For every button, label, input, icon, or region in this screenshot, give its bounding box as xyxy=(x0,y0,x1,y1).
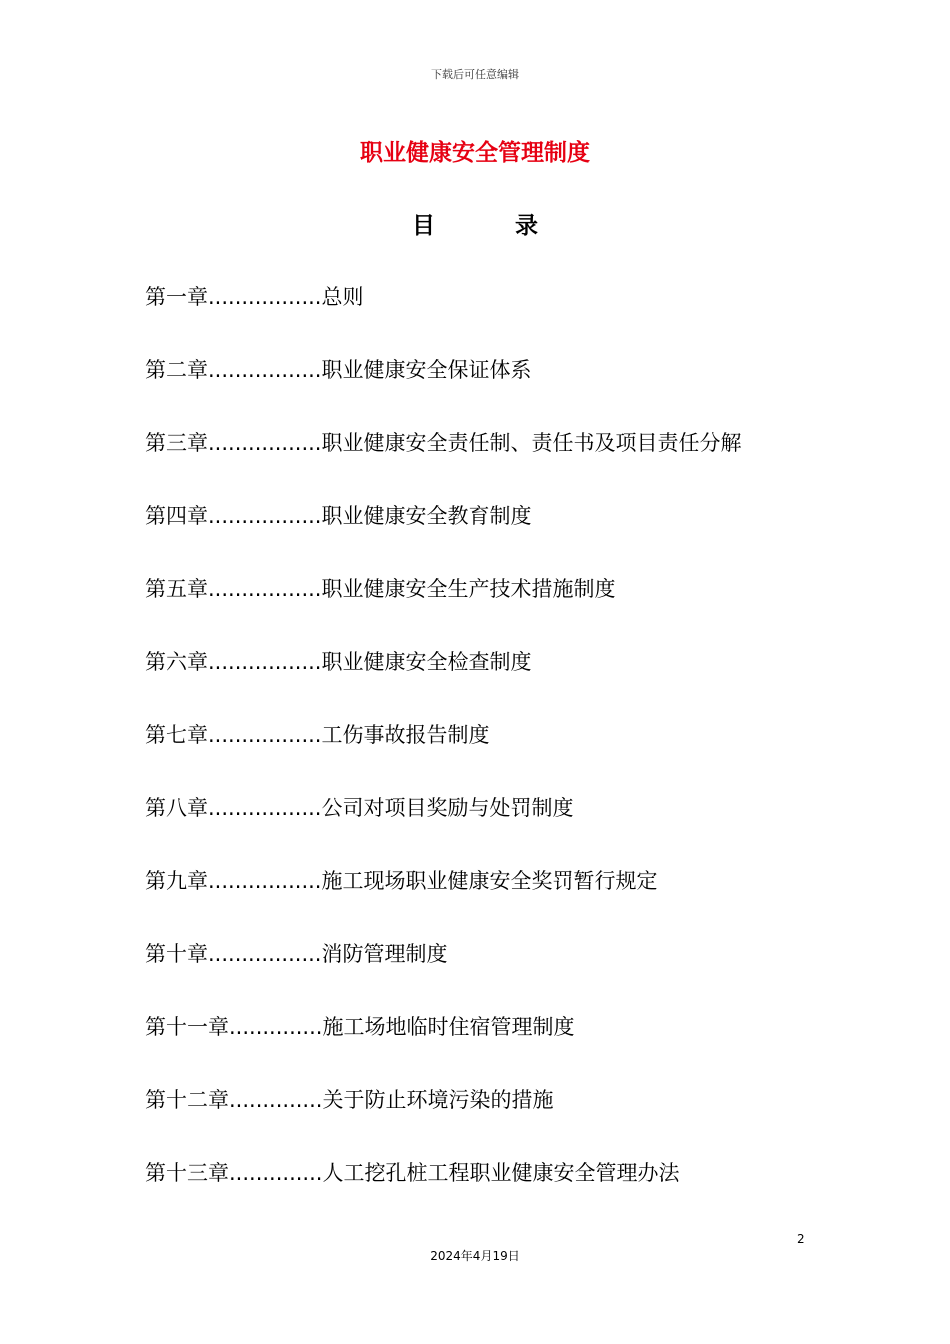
toc-title: 职业健康安全责任制、责任书及项目责任分解 xyxy=(321,431,742,455)
toc-leader: ................. xyxy=(208,869,322,893)
footer-date: 2024年4月19日 xyxy=(430,1249,520,1263)
toc-leader: ................. xyxy=(208,942,322,966)
toc-title: 职业健康安全生产技术措施制度 xyxy=(321,577,616,601)
toc-title: 消防管理制度 xyxy=(321,942,448,966)
toc-item-4 xyxy=(145,499,845,572)
toc-title: 工伤事故报告制度 xyxy=(321,723,490,747)
toc-chapter: 第七章 xyxy=(145,723,208,747)
toc-leader: ................. xyxy=(208,431,322,455)
header-note: 下载后可任意编辑 xyxy=(431,68,519,81)
toc-item-9 xyxy=(145,864,845,937)
toc-item-8 xyxy=(145,791,845,864)
toc-title: 关于防止环境污染的措施 xyxy=(322,1088,554,1112)
toc-chapter: 第五章 xyxy=(145,577,208,601)
toc-title: 职业健康安全检查制度 xyxy=(321,650,532,674)
toc-chapter: 第八章 xyxy=(145,796,208,820)
toc-chapter: 第二章 xyxy=(145,358,208,382)
toc-chapter: 第三章 xyxy=(145,431,208,455)
toc-chapter: 第四章 xyxy=(145,504,208,528)
toc-leader: ................. xyxy=(208,504,322,528)
toc-leader: ................. xyxy=(208,358,322,382)
toc-item-5 xyxy=(145,572,845,645)
toc-title: 职业健康安全教育制度 xyxy=(321,504,532,528)
toc-leader: ................. xyxy=(208,285,322,309)
toc-item-11 xyxy=(145,1010,845,1083)
toc-chapter: 第一章 xyxy=(145,285,208,309)
toc-item-7 xyxy=(145,718,845,791)
toc-item-10 xyxy=(145,937,845,1010)
toc-chapter: 第十二章 xyxy=(145,1088,229,1112)
toc-chapter: 第十一章 xyxy=(145,1015,229,1039)
document-title: 职业健康安全管理制度 xyxy=(360,140,590,166)
toc-item-2 xyxy=(145,353,845,426)
table-of-contents xyxy=(145,280,845,1229)
toc-leader: ................. xyxy=(208,577,322,601)
toc-leader: ................. xyxy=(208,723,322,747)
toc-item-12 xyxy=(145,1083,845,1156)
toc-chapter: 第九章 xyxy=(145,869,208,893)
toc-item-1 xyxy=(145,280,845,353)
toc-item-3 xyxy=(145,426,845,499)
toc-leader: .............. xyxy=(229,1015,323,1039)
toc-leader: ................. xyxy=(208,796,322,820)
toc-chapter: 第六章 xyxy=(145,650,208,674)
toc-leader: .............. xyxy=(229,1088,323,1112)
toc-chapter: 第十章 xyxy=(145,942,208,966)
toc-title: 施工现场职业健康安全奖罚暂行规定 xyxy=(321,869,658,893)
toc-title: 人工挖孔桩工程职业健康安全管理办法 xyxy=(322,1161,680,1185)
toc-title: 总则 xyxy=(321,285,364,309)
toc-item-13 xyxy=(145,1156,845,1229)
toc-chapter: 第十三章 xyxy=(145,1161,229,1185)
toc-leader: .............. xyxy=(229,1161,323,1185)
toc-heading: 目 录 xyxy=(411,213,574,239)
toc-title: 职业健康安全保证体系 xyxy=(321,358,532,382)
toc-leader: ................. xyxy=(208,650,322,674)
toc-title: 施工场地临时住宿管理制度 xyxy=(322,1015,575,1039)
page-number: 2 xyxy=(797,1232,805,1246)
toc-item-6 xyxy=(145,645,845,718)
toc-title: 公司对项目奖励与处罚制度 xyxy=(321,796,574,820)
